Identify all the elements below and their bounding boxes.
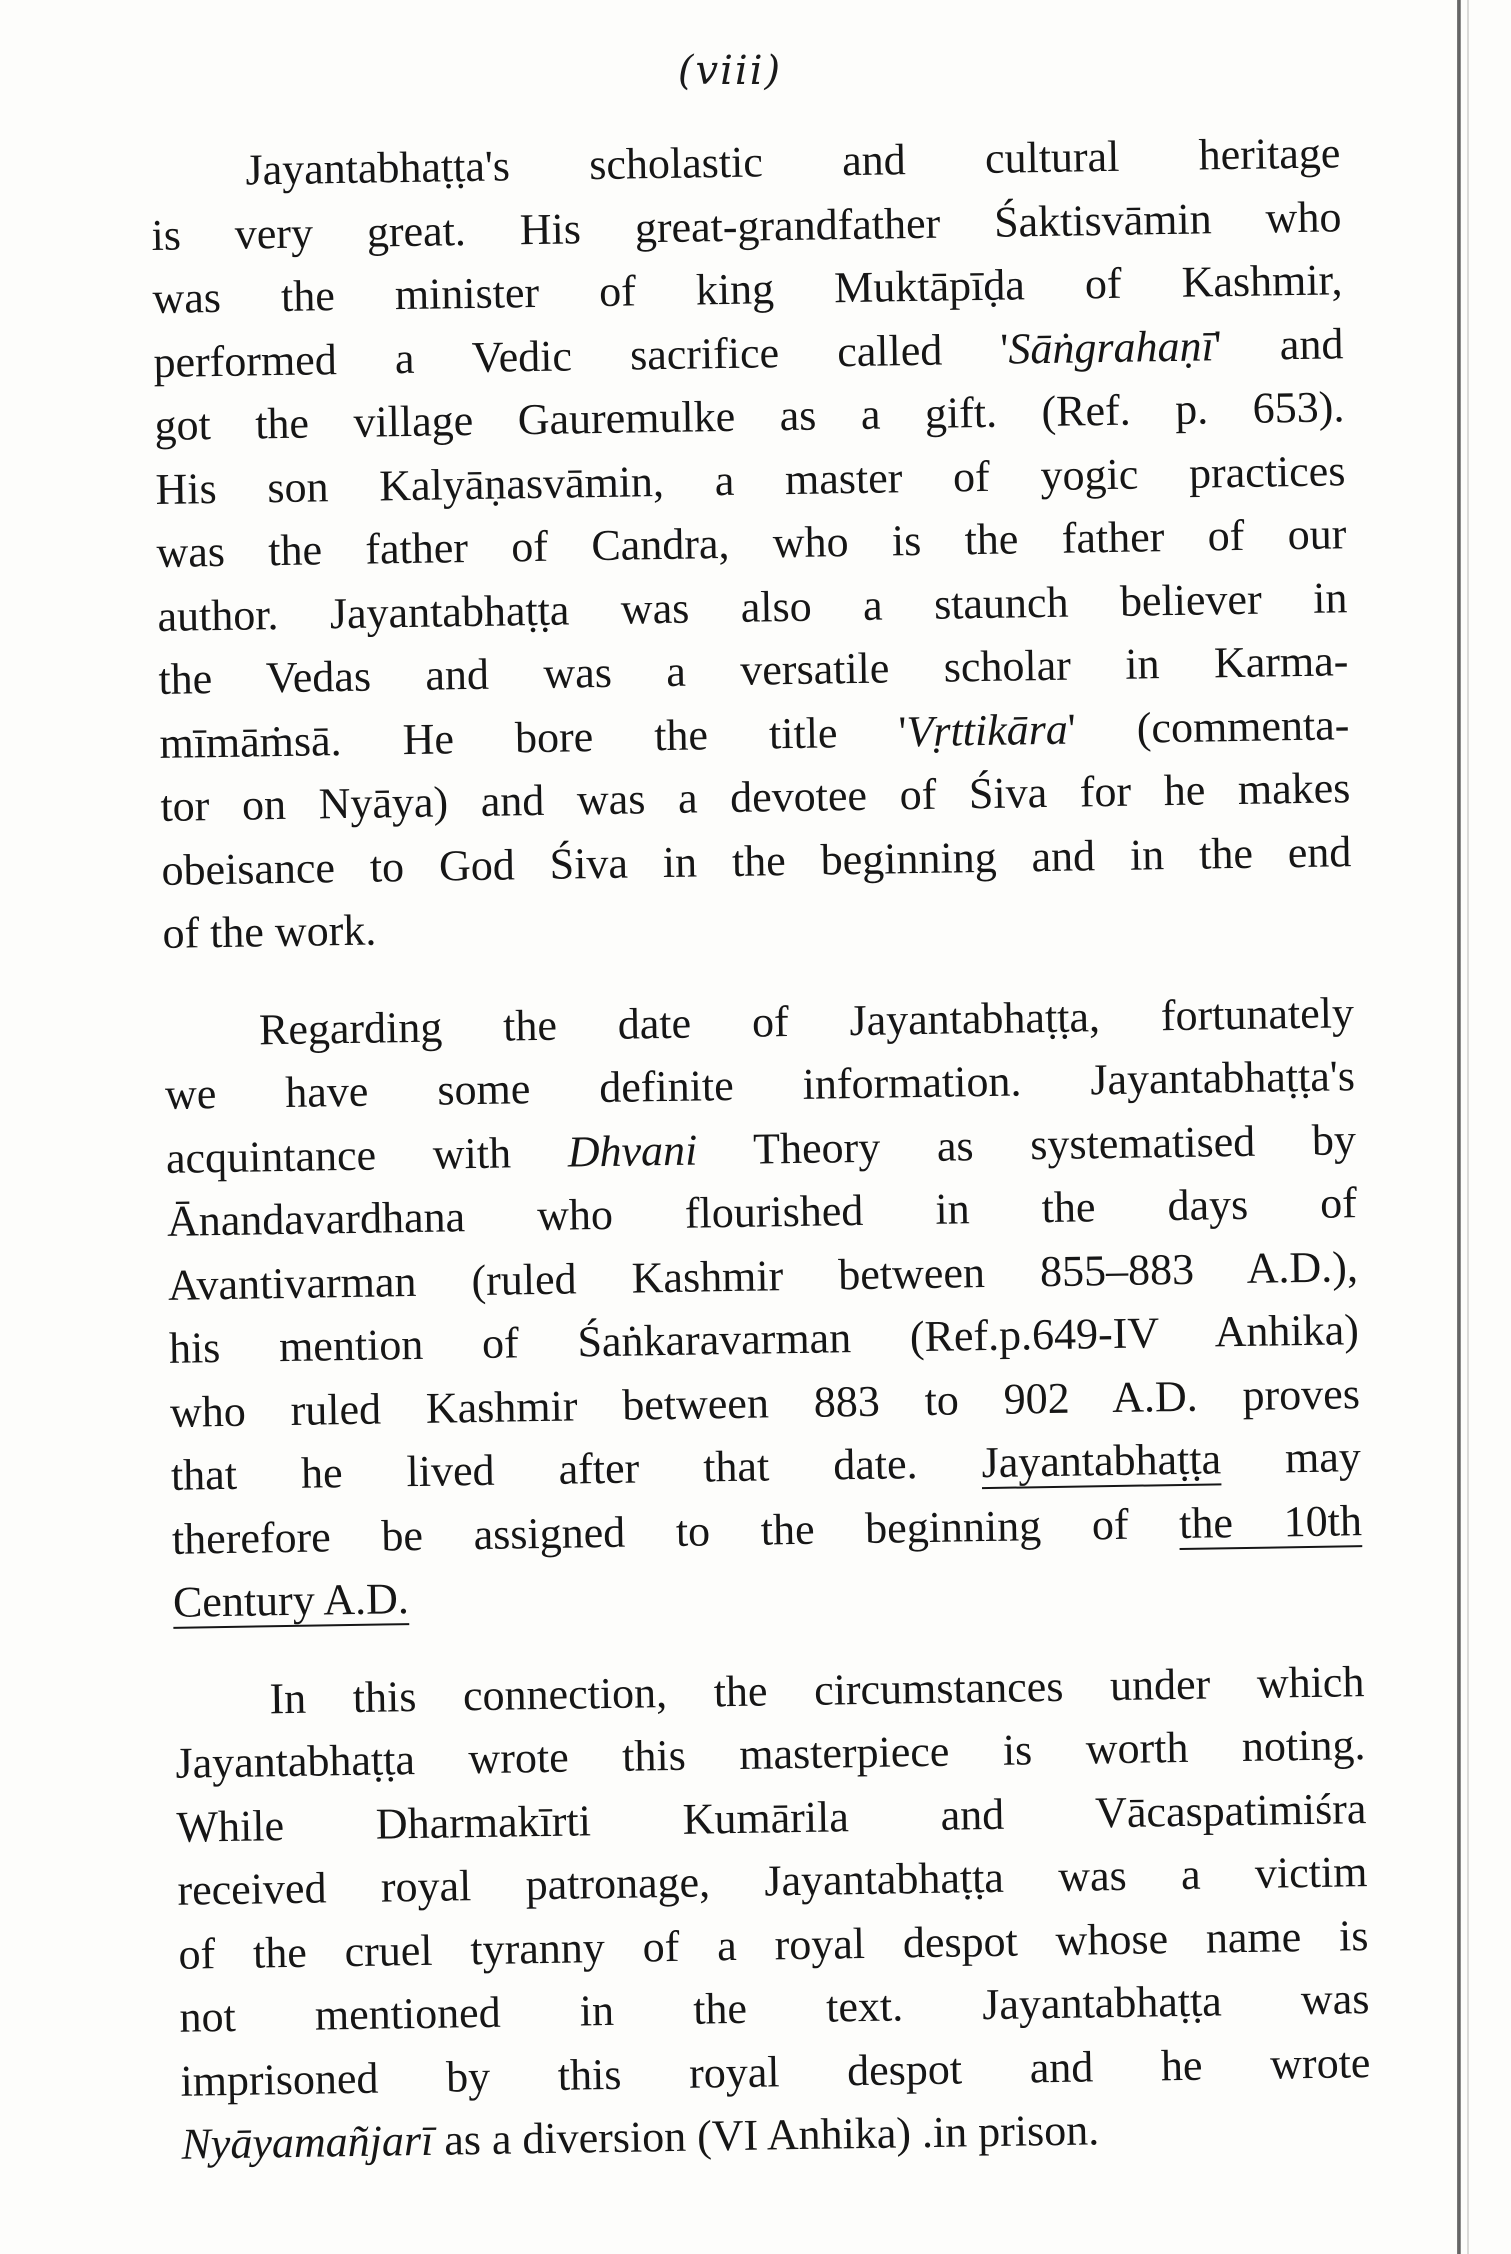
text-fragment: mīmāṁsā. He bore the title '	[159, 706, 907, 768]
text-fragment: may	[1220, 1432, 1362, 1484]
text-line: Regarding the date of Jayantabhaṭṭa, fortunately	[258, 987, 1355, 1054]
text-fragment: as a diversion (VI Anhika) .in prison.	[432, 2105, 1100, 2165]
text-line: of the cruel tyranny of a royal despot whose name is	[178, 1910, 1369, 1979]
italic-term: Dhvani	[567, 1125, 698, 1177]
text-fragment: that he lived after that date.	[170, 1438, 982, 1500]
text-line: Avantivarman (ruled Kashmir between 855–883 A.D.),	[167, 1241, 1359, 1310]
page-binding-shadow	[1467, 0, 1469, 2254]
text-line: was the father of Candra, who is the father of our	[156, 509, 1347, 577]
page-binding-edge	[1457, 0, 1461, 2254]
text-line: obeisance to God Śiva in the beginning and in the end	[161, 826, 1352, 895]
underlined-century: Century A.D.	[172, 1574, 410, 1627]
underlined-name: Jayantabhaṭṭa	[981, 1434, 1222, 1488]
paragraph-1	[150, 121, 1353, 965]
text-fragment: performed a Vedic sacrifice called '	[153, 324, 1009, 387]
italic-term: Nyāyamañjarī	[181, 2115, 434, 2169]
text-line: not mentioned in the text. Jayantabhaṭṭa was	[179, 1974, 1370, 2042]
text-line: who ruled Kashmir between 883 to 902 A.D. proves	[169, 1368, 1361, 1437]
paragraph-3	[174, 1650, 1372, 2177]
paragraph-2	[164, 981, 1364, 1635]
underlined-century: the 10th	[1178, 1495, 1363, 1548]
italic-term: Vṛttikāra	[906, 704, 1069, 756]
text-line: was the minister of king Muktāpīḍa of Kashmir,	[152, 255, 1343, 323]
body-text	[150, 121, 1372, 2210]
text-line: Jayantabhaṭṭa wrote this masterpiece is worth noting.	[175, 1720, 1366, 1788]
text-line: tor on Nyāya) and was a devotee of Śiva for he makes	[160, 763, 1351, 831]
text-line: the Vedas and was a versatile scholar in Karma-	[158, 636, 1349, 704]
text-line: imprisoned by this royal despot and he wrote	[180, 2037, 1371, 2106]
text-line: we have some definite information. Jayantabhaṭṭa's	[164, 1051, 1356, 1119]
text-fragment: Theory as systematised by	[696, 1114, 1357, 1175]
text-line: received royal patronage, Jayantabhaṭṭa was a victim	[177, 1847, 1368, 1915]
text-line: Ānandavardhana who flourished in the days of	[166, 1178, 1358, 1246]
text-line: author. Jayantabhaṭṭa was also a staunch believer in	[157, 572, 1348, 641]
text-line: got the village Gauremulke as a gift. (Ref. p. 653).	[154, 382, 1345, 450]
text-fragment: therefore be assigned to the beginning of	[171, 1498, 1180, 1564]
text-line: his mention of Śaṅkaravarman (Ref.p.649-IV Anhika)	[168, 1305, 1360, 1373]
text-line: His son Kalyāṇasvāmin, a master of yogic practices	[155, 445, 1346, 514]
text-line: While Dharmakīrti Kumārila and Vācaspatimiśra	[176, 1783, 1367, 1852]
text-line: of the work.	[162, 905, 377, 958]
text-line: In this connection, the circumstances under which	[269, 1656, 1365, 1723]
text-fragment: ' and	[1213, 318, 1344, 370]
text-fragment: acquintance with	[165, 1127, 569, 1183]
page-number: (viii)	[677, 48, 783, 94]
text-line: Jayantabhaṭṭa's scholastic and cultural heritage	[245, 128, 1341, 195]
text-line: is very great. His great-grandfather Śaktisvāmin who	[151, 191, 1342, 260]
text-fragment: ' (commenta-	[1067, 699, 1350, 754]
italic-term: Sāṅgrahaṇī	[1007, 320, 1215, 374]
